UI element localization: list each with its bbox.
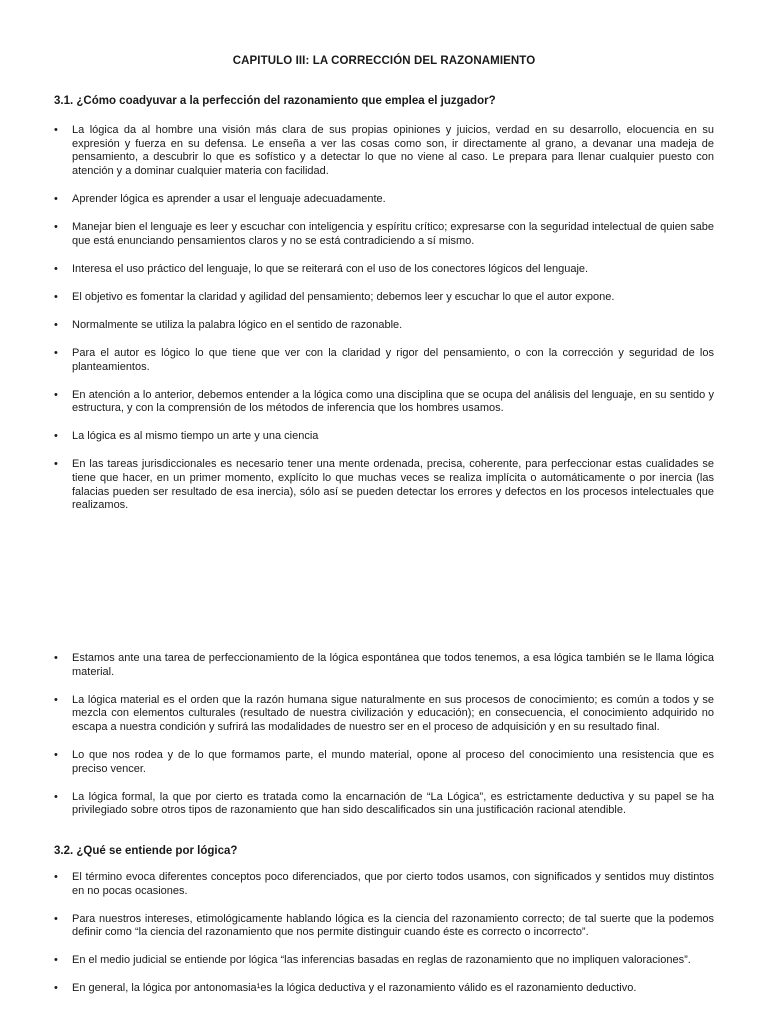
list-item: • Manejar bien el lenguaje es leer y escuchar con inteligencia y espíritu crítico; expresarse con la seguridad intelectual de quien sabe que está enunciando pensamientos claros y no se está contradiciendo a sí mismo. xyxy=(54,220,714,247)
bullet-icon: • xyxy=(54,652,58,664)
chapter-title: CAPITULO III: LA CORRECCIÓN DEL RAZONAMIENTO xyxy=(232,55,536,67)
bullet-icon: • xyxy=(54,982,58,995)
bullet-icon: • xyxy=(54,693,58,706)
list-item: • Para el autor es lógico lo que tiene que ver con la claridad y rigor del pensamiento, o con la corrección y seguridad de los planteamientos. xyxy=(54,346,714,373)
list-item: • La lógica formal, la que por cierto es tratada como la encarnación de “La Lógica”, es estrictamente deductiva y su papel se ha privilegiado sobre otros tipos de razonamiento que han sido descalificados sin una justificación racional atendible. xyxy=(54,790,714,817)
list-item: • Estamos ante una tarea de perfeccionamiento de la lógica espontánea que todos tenemos, a esa lógica también se le llama lógica material. xyxy=(54,652,714,678)
bullet-icon: • xyxy=(54,262,58,275)
list-item: • El objetivo es fomentar la claridad y agilidad del pensamiento; debemos leer y escuchar lo que el autor expone. xyxy=(54,290,615,303)
bullet-icon: • xyxy=(54,290,58,303)
bullet-icon: • xyxy=(54,430,58,443)
bullet-icon: • xyxy=(54,954,58,967)
list-item: • En general, la lógica por antonomasia¹es la lógica deductiva y el razonamiento válido es el razonamiento deductivo. xyxy=(54,982,637,995)
bullet-icon: • xyxy=(54,220,58,233)
bullet-list-3-1-continued xyxy=(54,652,714,832)
list-item: • En las tareas jurisdiccionales es necesario tener una mente ordenada, precisa, coherente, para perfeccionar estas cualidades se tiene que hacer, en un primer momento, explícito lo que muchas veces se realiza implícita o automáticamente o por inercia (las falacias pueden ser resultado de esa inercia), sólo así se pueden detectar los errores y defectos en los procesos intelectuales que realizamos. xyxy=(54,458,714,512)
list-item: • Para nuestros intereses, etimológicamente hablando lógica es la ciencia del razonamiento correcto; de tal suerte que la podemos definir como “la ciencia del razonamiento que nos permite distinguir cuando éste es correcto o incorrecto”. xyxy=(54,912,714,939)
section-heading-3-2: 3.2. ¿Qué se entiende por lógica? xyxy=(54,845,238,857)
bullet-icon: • xyxy=(54,871,58,883)
bullet-icon: • xyxy=(54,124,58,136)
bullet-icon: • xyxy=(54,346,58,359)
bullet-list-3-2 xyxy=(54,871,714,1011)
list-item: • Interesa el uso práctico del lenguaje, lo que se reiterará con el uso de los conectores lógicos del lenguaje. xyxy=(54,262,589,275)
list-item: • El término evoca diferentes conceptos poco diferenciados, que por cierto todos usamos, con significados y sentidos muy distintos en no pocas ocasiones. xyxy=(54,871,714,897)
bullet-icon: • xyxy=(54,748,58,761)
bullet-icon: • xyxy=(54,318,58,331)
list-item: • Lo que nos rodea y de lo que formamos parte, el mundo material, opone al proceso del conocimiento una resistencia que es preciso vencer. xyxy=(54,748,714,775)
bullet-list-3-1 xyxy=(54,124,714,527)
list-item: • En el medio judicial se entiende por lógica “las inferencias basadas en reglas de razonamiento que no impliquen valoraciones”. xyxy=(54,954,691,967)
bullet-icon: • xyxy=(54,912,58,925)
list-item: • La lógica material es el orden que la razón humana sigue naturalmente en sus procesos de conocimiento; es común a todos y se mezcla con elementos culturales (resultado de nuestra civilización y educación); en consecuencia, el conocimiento adquirido no escapa a nuestra condición y sufrirá las modalidades de nuestro ser en el proceso de adquisición y en su resultado final. xyxy=(54,693,714,733)
bullet-icon: • xyxy=(54,192,58,205)
bullet-icon: • xyxy=(54,388,58,401)
list-item: • La lógica da al hombre una visión más clara de sus propias opiniones y juicios, verdad en su desarrollo, elocuencia en su expresión y fuerza en su defensa. Le enseña a ver las cosas como son, ir directamente al grano, a devanar una madeja de pensamiento, a descubrir lo que es sofístico y a detectar lo que no viene al caso. Le prepara para llenar cualquier puesto con atención y a dominar cualquier materia con facilidad. xyxy=(54,124,714,177)
list-item: • La lógica es al mismo tiempo un arte y una ciencia xyxy=(54,430,319,443)
list-item: • Normalmente se utiliza la palabra lógico en el sentido de razonable. xyxy=(54,318,403,331)
bullet-icon: • xyxy=(54,790,58,803)
list-item: • En atención a lo anterior, debemos entender a la lógica como una disciplina que se ocupa del análisis del lenguaje, en su sentido y estructura, y con la comprensión de los métodos de inferencia que los hombres usamos. xyxy=(54,388,714,415)
section-heading-3-1: 3.1. ¿Cómo coadyuvar a la perfección del razonamiento que emplea el juzgador? xyxy=(54,95,496,107)
list-item: • Aprender lógica es aprender a usar el lenguaje adecuadamente. xyxy=(54,192,386,205)
bullet-icon: • xyxy=(54,458,58,471)
